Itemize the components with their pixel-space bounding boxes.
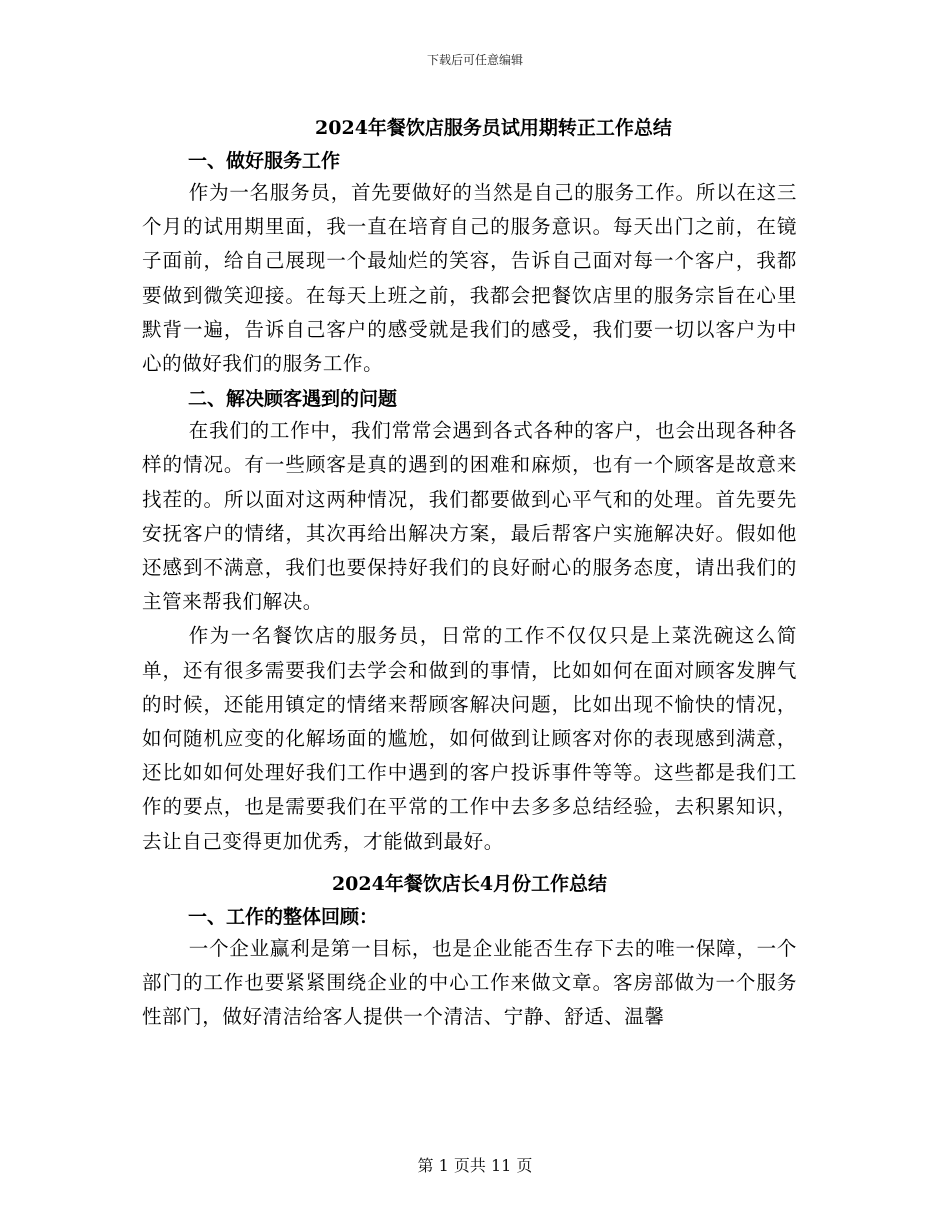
section-heading-review: 一、工作的整体回顾： xyxy=(188,905,379,928)
document-title-1: 2024年餐饮店服务员试用期转正工作总结 xyxy=(315,117,672,139)
paragraph: 作为一名服务员，首先要做好的当然是自己的服务工作。所以在这三个月的试用期里面，我一直在培育自己的服务意识。每天出门之前，在镜子面前，给自己展现一个最灿烂的笑容，告诉自己面对每一个客户，我都要做到微笑迎接。在每天上班之前，我都会把餐饮店里的服务宗旨在心里默背一遍，告诉自己客户的感受就是我们的感受，我们要一切以客户为中心的做好我们的服务工作。 xyxy=(142,181,797,376)
section-heading-problems: 二、解决顾客遇到的问题 xyxy=(188,388,398,411)
page-number: 第 1 页共 11 页 xyxy=(417,1156,533,1175)
document-title-2: 2024年餐饮店长4月份工作总结 xyxy=(331,872,608,895)
paragraph: 在我们的工作中，我们常常会遇到各式各种的客户，也会出现各种各样的情况。有一些顾客是真的遇到的困难和麻烦，也有一个顾客是故意来找茬的。所以面对这两种情况，我们都要做到心平气和的处理。首先要先安抚客户的情绪，其次再给出解决方案，最后帮客户实施解决好。假如他还感到不满意，我们也要保持好我们的良好耐心的服务态度，请出我们的主管来帮我们解决。 xyxy=(142,419,797,614)
paragraph: 作为一名餐饮店的服务员，日常的工作不仅仅只是上菜洗碗这么简单，还有很多需要我们去学会和做到的事情，比如如何在面对顾客发脾气的时候，还能用镇定的情绪来帮顾客解决问题，比如出现不愉快的情况，如何随机应变的化解场面的尴尬，如何做到让顾客对你的表现感到满意，还比如如何处理好我们工作中遇到的客户投诉事件等等。这些都是我们工作的要点，也是需要我们在平常的工作中去多多总结经验，去积累知识，去让自己变得更加优秀，才能做到最好。 xyxy=(142,624,797,853)
section-heading-service: 一、做好服务工作 xyxy=(188,150,341,172)
paragraph: 一个企业赢利是第一目标，也是企业能否生存下去的唯一保障，一个部门的工作也要紧紧围绕企业的中心工作来做文章。客房部做为一个服务性部门，做好清洁给客人提供一个清洁、宁静、舒适、温馨 xyxy=(142,936,797,1029)
page-header-note: 下载后可任意编辑 xyxy=(426,53,523,67)
document-body xyxy=(142,113,797,1034)
